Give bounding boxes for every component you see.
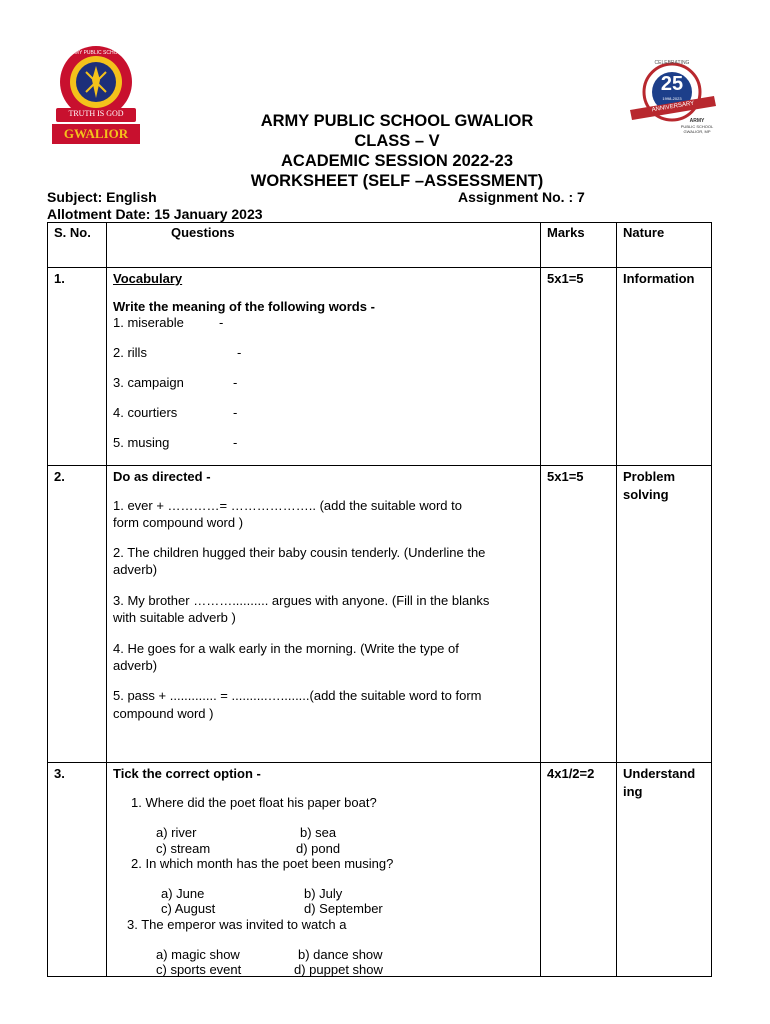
q3-q2-option-a: a) June <box>161 886 205 901</box>
q1-word-5: 5. musing <box>113 435 170 450</box>
q3-q3-option-d: d) puppet show <box>294 962 383 977</box>
q1-dash-4: - <box>233 405 238 420</box>
q2-line-9: 5. pass + ............. = ..........…........(add the suitable word to form <box>113 688 482 703</box>
anniversary-org: ARMY <box>689 118 705 124</box>
q2-line-5: 3. My brother ……….......... argues with anyone. (Fill in the blanks <box>113 593 490 608</box>
q3-q1-option-d: d) pond <box>296 841 341 856</box>
assignment-label: Assignment No. : 7 <box>458 189 585 205</box>
q1-dash-3: - <box>233 375 238 390</box>
worksheet-title: WORKSHEET (SELF –ASSESSMENT) <box>250 172 544 190</box>
header-sno: S. No. <box>54 225 91 240</box>
subject-label: Subject: English <box>47 189 157 205</box>
q2-sno: 2. <box>54 469 65 484</box>
session-title: ACADEMIC SESSION 2022-23 <box>281 152 513 170</box>
q1-word-1: 1. miserable <box>113 315 184 330</box>
q1-sno: 1. <box>54 271 65 286</box>
worksheet-table <box>47 222 712 977</box>
q3-nature-2: ing <box>623 784 643 799</box>
q3-q3-option-b: b) dance show <box>298 947 383 962</box>
q3-question-2: 2. In which month has the poet been musing? <box>131 856 394 871</box>
q1-word-3: 3. campaign <box>113 375 184 390</box>
header-questions: Questions <box>171 225 235 240</box>
q2-title: Do as directed - <box>113 469 211 484</box>
q2-line-2: form compound word ) <box>113 515 244 530</box>
q2-nature-1: Problem <box>623 469 676 484</box>
q3-q1-option-c: c) stream <box>156 841 211 856</box>
q1-marks: 5x1=5 <box>547 271 584 286</box>
q3-title: Tick the correct option - <box>113 766 261 781</box>
q3-sno: 3. <box>54 766 65 781</box>
q1-dash-5: - <box>233 435 238 450</box>
q2-line-10: compound word ) <box>113 706 214 721</box>
crest-motto: TRUTH IS GOD <box>68 109 124 118</box>
q1-instruction: Write the meaning of the following words - <box>113 299 375 314</box>
q1-title: Vocabulary <box>113 271 183 286</box>
q3-q2-option-b: b) July <box>304 886 343 901</box>
anniversary-number: 25 <box>660 73 684 95</box>
q3-q2-option-c: c) August <box>161 901 216 916</box>
q1-dash-2: - <box>237 345 242 360</box>
q3-marks: 4x1/2=2 <box>547 766 595 781</box>
q3-question-3: 3. The emperor was invited to watch a <box>127 917 347 932</box>
header-marks: Marks <box>547 225 585 240</box>
q2-line-6: with suitable adverb ) <box>113 610 236 625</box>
q1-dash-1: - <box>219 315 224 330</box>
q1-word-2: 2. rills <box>113 345 147 360</box>
anniversary-sub2: GWALIOR, MP <box>683 129 711 134</box>
q3-nature-1: Understand <box>623 766 696 781</box>
anniversary-arc: CELEBRATING <box>654 60 690 66</box>
q3-q1-option-b: b) sea <box>300 825 337 840</box>
anniversary-ribbon: ANNIVERSARY <box>651 100 695 114</box>
q2-nature-2: solving <box>623 487 669 502</box>
q3-q3-option-c: c) sports event <box>156 962 242 977</box>
q2-line-4: adverb) <box>113 562 158 577</box>
class-title: CLASS – V <box>354 132 440 150</box>
allotment-date: Allotment Date: 15 January 2023 <box>47 206 263 222</box>
table-row <box>48 466 712 763</box>
q1-word-4: 4. courtiers <box>113 405 178 420</box>
q3-q3-option-a: a) magic show <box>156 947 240 962</box>
q2-marks: 5x1=5 <box>547 469 584 484</box>
school-title: ARMY PUBLIC SCHOOL GWALIOR <box>260 112 534 130</box>
q3-question-1: 1. Where did the poet float his paper boat? <box>131 795 377 810</box>
table-row <box>48 268 712 466</box>
q2-line-1: 1. ever + …………= ……………….. (add the suitable word to <box>113 498 462 513</box>
q3-q2-option-d: d) September <box>304 901 383 916</box>
q1-nature: Information <box>623 271 695 286</box>
q2-line-7: 4. He goes for a walk early in the morning. (Write the type of <box>113 641 459 656</box>
crest-place: GWALIOR <box>63 126 129 141</box>
table-row <box>48 763 712 977</box>
anniversary-years: 1998-2023 <box>662 96 682 101</box>
q3-q1-option-a: a) river <box>156 825 197 840</box>
q2-line-8: adverb) <box>113 658 158 673</box>
anniversary-sub1: PUBLIC SCHOOL <box>680 124 714 129</box>
table-header-row <box>48 223 712 268</box>
q2-line-3: 2. The children hugged their baby cousin tenderly. (Underline the <box>113 545 486 560</box>
header-nature: Nature <box>623 225 665 240</box>
crest-school-name: ARMY PUBLIC SCHOOL <box>67 50 125 56</box>
